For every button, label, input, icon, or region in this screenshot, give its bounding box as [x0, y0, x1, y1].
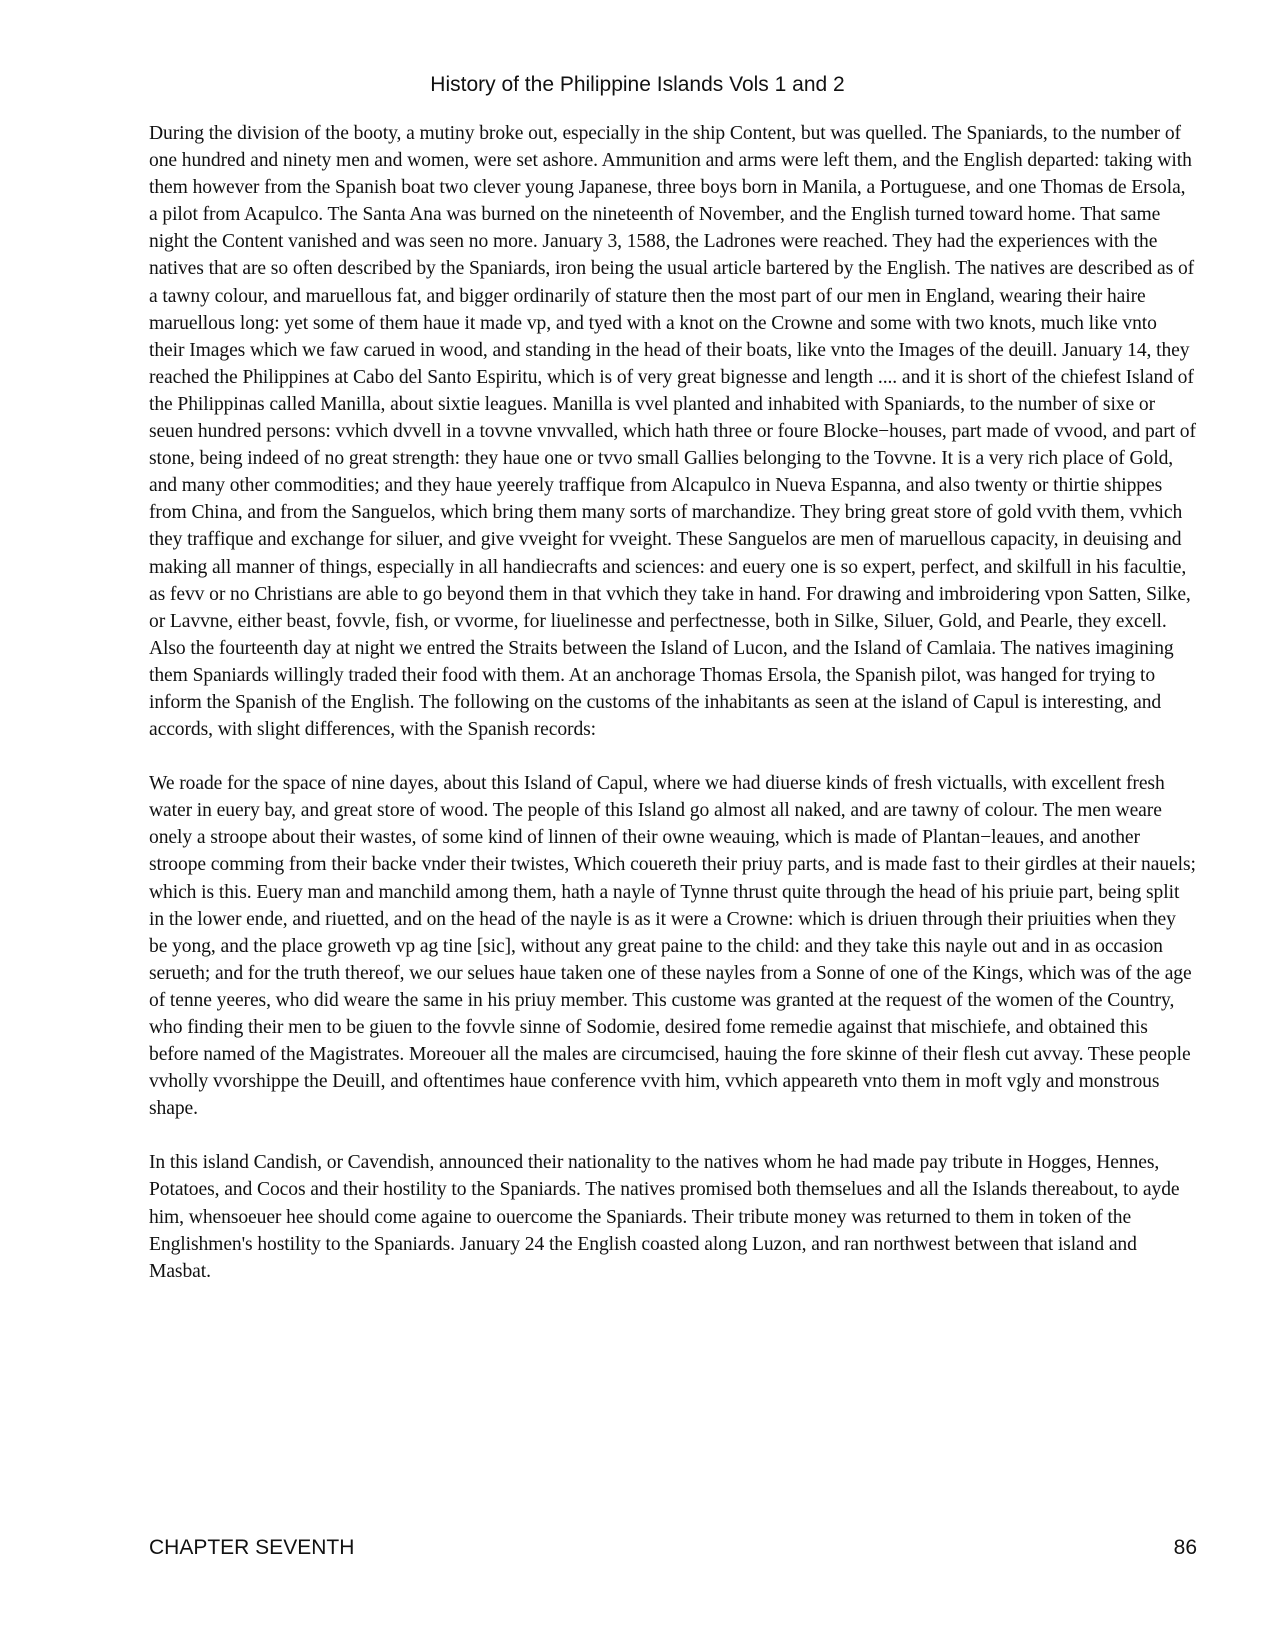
body-text: [149, 120, 1197, 1285]
page-header: [0, 72, 1275, 98]
paragraph-1: During the division of the booty, a mutiny broke out, especially in the ship Content, but was quelled. The Spaniards, to the number of one hundred and ninety men and women, were set ashore. Ammunition and arms were left them, and the English departed: taking with them however from the Spanish boat two clever young Japanese, three boys born in Manila, a Portuguese, and one Thomas de Ersola, a pilot from Acapulco. The Santa Ana was burned on the nineteenth of November, and the English turned toward home. That same night the Content vanished and was seen no more. January 3, 1588, the Ladrones were reached. They had the experiences with the natives that are so often described by the Spaniards, iron being the usual article bartered by the English. The natives are described as of a tawny colour, and maruellous fat, and bigger ordinarily of stature then the most part of our men in England, wearing their haire maruellous long: yet some of them haue it made vp, and tyed with a knot on the Crowne and some with two knots, much like vnto their Images which we faw carued in wood, and standing in the head of their boats, like vnto the Images of the deuill. January 14, they reached the Philippines at Cabo del Santo Espiritu, which is of very great bignesse and length .... and it is short of the chiefest Island of the Philippinas called Manilla, about sixtie leagues. Manilla is vvel planted and inhabited with Spaniards, to the number of sixe or seuen hundred persons: vvhich dvvell in a tovvne vnvvalled, which hath three or foure Blocke−houses, part made of vvood, and part of stone, being indeed of no great strength: they haue one or tvvo small Gallies belonging to the Tovvne. It is a very rich place of Gold, and many other commodities; and they haue yeerely traffique from Alcapulco in Nueva Espanna, and also twenty or thirtie shippes from China, and from the Sanguelos, which bring them many sorts of marchandize. They bring great store of gold vvith them, vvhich they traffique and exchange for siluer, and give vveight for vveight. These Sanguelos are men of maruellous capacity, in deuising and making all manner of things, especially in all handiecrafts and sciences: and euery one is so expert, perfect, and skilfull in his facultie, as fevv or no Christians are able to go beyond them in that vvhich they take in hand. For drawing and imbroidering vpon Satten, Silke, or Lavvne, either beast, fovvle, fish, or vvorme, for liuelinesse and perfectnesse, both in Silke, Siluer, Gold, and Pearle, they excell. Also the fourteenth day at night we entred the Straits between the Island of Lucon, and the Island of Camlaia. The natives imagining them Spaniards willingly traded their food with them. At an anchorage Thomas Ersola, the Spanish pilot, was hanged for trying to inform the Spanish of the English. The following on the customs of the inhabitants as seen at the island of Capul is interesting, and accords, with slight differences, with the Spanish records:: [149, 123, 1196, 741]
paragraph-3: In this island Candish, or Cavendish, announced their nationality to the natives whom he had made pay tribute in Hogges, Hennes, Potatoes, and Cocos and their hostility to the Spaniards. The natives promised both themselues and all the Islands thereabout, to ayde him, whensoeuer hee should come againe to ouercome the Spaniards. Their tribute money was returned to them in token of the Englishmen's hostility to the Spaniards. January 24 the English coasted along Luzon, and ran northwest between that island and Masbat.: [149, 1152, 1180, 1282]
paragraph-2-quotation: We roade for the space of nine dayes, about this Island of Capul, where we had diuerse kinds of fresh victualls, with excellent fresh water in euery bay, and great store of wood. The people of this Island go almost all naked, and are tawny of colour. The men weare onely a stroope about their wastes, of some kind of linnen of their owne weauing, which is made of Plantan−leaues, and another stroope comming from their backe vnder their twistes, Which couereth their priuy parts, and is made fast to their girdles at their nauels; which is this. Euery man and manchild among them, hath a nayle of Tynne thrust quite through the head of his priuie part, being split in the lower ende, and riuetted, and on the head of the nayle is as it were a Crowne: which is driuen through their priuities when they be yong, and the place groweth vp ag tine [sic], without any great paine to the child: and they take this nayle out and in as occasion serueth; and for the truth thereof, we our selues haue taken one of these nayles from a Sonne of one of the Kings, which was of the age of tenne yeeres, who did weare the same in his priuy member. This custome was granted at the request of the women of the Country, who finding their men to be giuen to the fovvle sinne of Sodomie, desired fome remedie against that mischiefe, and obtained this before named of the Magistrates. Moreouer all the males are circumcised, hauing the fore skinne of their flesh cut avvay. These people vvholly vvorshippe the Deuill, and oftentimes haue conference vvith him, vvhich appeareth vnto them in moft vgly and monstrous shape.: [149, 773, 1196, 1120]
page-footer: [149, 1535, 1197, 1561]
page-title: History of the Philippine Islands Vols 1 and 2: [430, 73, 845, 96]
chapter-label: CHAPTER SEVENTH: [149, 1536, 355, 1559]
page-number: 86: [1173, 1536, 1197, 1559]
